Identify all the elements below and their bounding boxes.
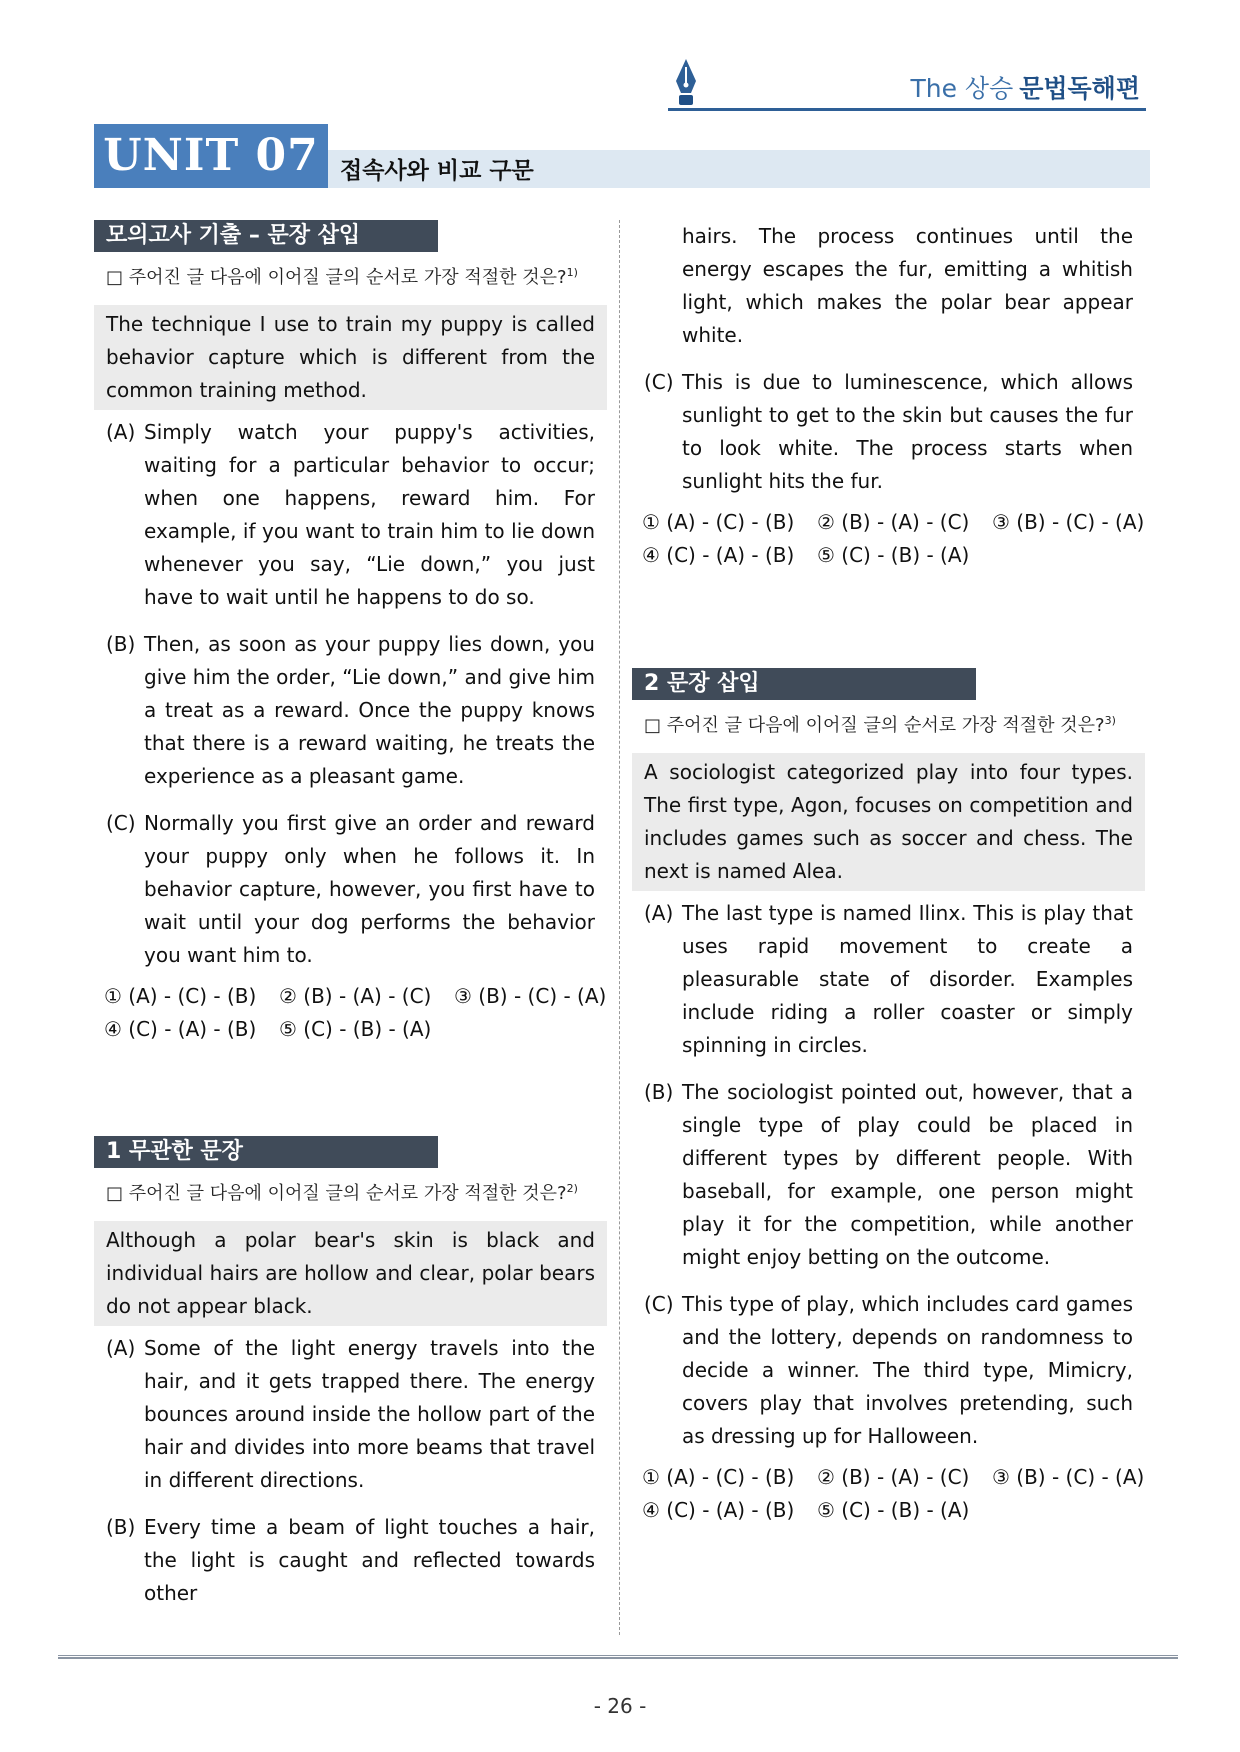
item-label: (A) [106,420,136,444]
question-text: □ 주어진 글 다음에 이어질 글의 순서로 가장 적절한 것은? [106,267,567,288]
section-title: 1 무관한 문장 [94,1136,438,1168]
answer-choice[interactable]: ③ (B) - (C) - (A) [454,984,607,1008]
section-title: 모의고사 기출 – 문장 삽입 [94,220,438,252]
item-label: (A) [106,1336,136,1360]
book-name: 문법독해편 [1019,74,1140,103]
question-prompt [632,708,1145,739]
unit-subtitle: 접속사와 비교 구문 [340,158,534,184]
book-title [910,69,1140,105]
series-name: The 상승 [910,74,1014,103]
item-text: The last type is named Ilinx. This is play that uses rapid movement to create a pleasurable state of disorder. Examples include riding a roller coaster or simply spinning in circles. [682,901,1133,1057]
answer-choice[interactable]: ① (A) - (C) - (B) [104,984,257,1008]
header-rule [668,108,1146,111]
question-text: □ 주어진 글 다음에 이어질 글의 순서로 가장 적절한 것은? [644,715,1105,736]
given-passage: The technique I use to train my puppy is called behavior capture which is different from the common training method. [94,305,607,410]
answer-choice[interactable]: ① (A) - (C) - (B) [642,510,795,534]
item-text: This is due to luminescence, which allows sunlight to get to the skin but causes the fur to look white. The process starts when sunlight hits the fur. [682,370,1133,493]
answer-choice[interactable]: ④ (C) - (A) - (B) [104,1017,257,1041]
passage-item [94,628,607,793]
item-text: The sociologist pointed out, however, that a single type of play could be placed in different types by different people. With baseball, for example, one person might play it for the competition, while another might enjoy betting on the outcome. [682,1080,1133,1269]
section-title: 2 문장 삽입 [632,668,976,700]
answer-choice[interactable]: ④ (C) - (A) - (B) [642,1498,795,1522]
answer-choice[interactable]: ⑤ (C) - (B) - (A) [817,543,970,567]
answer-choice[interactable]: ⑤ (C) - (B) - (A) [817,1498,970,1522]
answer-choice[interactable]: ⑤ (C) - (B) - (A) [279,1017,432,1041]
question-prompt [94,260,607,291]
answer-choice[interactable]: ② (B) - (A) - (C) [817,1465,970,1489]
answer-choice[interactable]: ② (B) - (A) - (C) [817,510,970,534]
item-text: Normally you first give an order and reward your puppy only when he follows it. In behavior capture, however, you first have to wait until your dog performs the behavior you want him to. [144,811,595,967]
passage-item [94,416,607,614]
unit-label: UNIT 07 [94,124,328,188]
left-column [94,220,607,1610]
answer-choice[interactable]: ③ (B) - (C) - (A) [992,1465,1145,1489]
item-text: Simply watch your puppy's activities, waiting for a particular behavior to occur; when one happens, reward him. For example, if you want to train him to lie down whenever you say, “Lie down,” you just have to wait until he happens to do so. [144,420,595,609]
page-number: - 26 - [593,1694,647,1718]
footnote-mark: 3) [1104,714,1116,727]
item-label: (A) [644,901,674,925]
answer-choice[interactable]: ④ (C) - (A) - (B) [642,543,795,567]
column-divider [619,220,620,1635]
footnote-mark: 2) [566,1182,578,1195]
passage-item [632,1288,1145,1453]
item-label: (B) [644,1080,674,1104]
item-label: (B) [106,632,136,656]
question-text: □ 주어진 글 다음에 이어질 글의 순서로 가장 적절한 것은? [106,1183,567,1204]
passage-item [632,366,1145,498]
passage-item [94,1511,607,1610]
answer-choices [632,506,1145,572]
footnote-mark: 1) [566,266,578,279]
answer-choices [94,980,607,1046]
item-text: Then, as soon as your puppy lies down, you give him the order, “Lie down,” and give him a treat as a reward. Once the puppy knows that there is a reward waiting, he treats the experience as a pleasant game. [144,632,595,788]
item-text: hairs. The process continues until the energy escapes the fur, emitting a whitish light, which makes the polar bear appear white. [682,224,1133,347]
book-brand [668,55,1146,111]
question-prompt [94,1176,607,1207]
item-label: (C) [644,370,674,394]
item-label: (C) [106,811,136,835]
answer-choice[interactable]: ① (A) - (C) - (B) [642,1465,795,1489]
passage-item [94,807,607,972]
footer-rule [58,1655,1178,1659]
item-label: (B) [106,1515,136,1539]
item-text: Some of the light energy travels into the hair, and it gets trapped there. The energy bounces around inside the hollow part of the hair and divides into more beams that travel in different directions. [144,1336,595,1492]
answer-choice[interactable]: ③ (B) - (C) - (A) [992,510,1145,534]
answer-choices [632,1461,1145,1527]
item-label: (C) [644,1292,674,1316]
item-text: This type of play, which includes card games and the lottery, depends on randomness to decide a winner. The third type, Mimicry, covers play that involves pretending, such as dressing up for Halloween. [682,1292,1133,1448]
given-passage: Although a polar bear's skin is black and individual hairs are hollow and clear, polar bears do not appear black. [94,1221,607,1326]
item-text: Every time a beam of light touches a hair, the light is caught and reflected towards other [144,1515,595,1605]
passage-item [632,1076,1145,1274]
passage-item [632,897,1145,1062]
right-column [632,220,1145,1527]
fountain-pen-icon [672,57,700,107]
answer-choice[interactable]: ② (B) - (A) - (C) [279,984,432,1008]
passage-item-continued [632,220,1145,352]
passage-item [94,1332,607,1497]
given-passage: A sociologist categorized play into four types. The first type, Agon, focuses on competition and includes games such as soccer and chess. The next is named Alea. [632,753,1145,891]
